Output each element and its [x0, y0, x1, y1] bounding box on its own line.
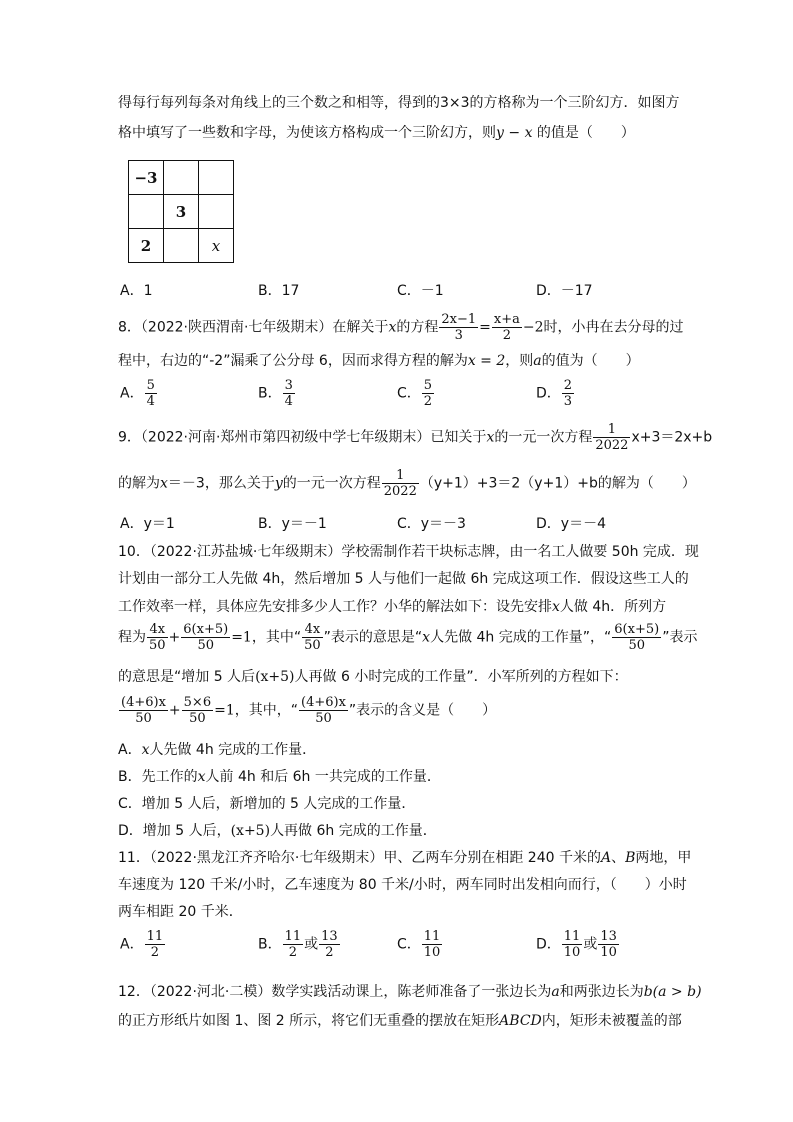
grid-cell	[129, 195, 164, 229]
fraction: $\frac{1}{2022}$	[383, 468, 417, 499]
grid-cell: −3	[129, 161, 164, 195]
grid-cell	[164, 229, 199, 263]
q10-option-a: A．x人先做 4h 完成的工作量．	[118, 742, 317, 758]
fraction: $\frac{5\times 6}{50}$	[183, 695, 212, 726]
q7-option-a: A．1	[120, 283, 153, 299]
grid-cell: x	[199, 229, 234, 263]
q12-stem-line1: 12．（2022·河北·二模）数学实践活动课上，陈老师准备了一张边长为a和两张边长为b(a > b)	[118, 984, 702, 1000]
fraction: $\frac{11}{2}$	[146, 929, 164, 960]
fraction: $\frac{5}{4}$	[146, 378, 155, 409]
q10-stem-line5: 的意思是“增加 5 人后(x+5)人再做 6 小时完成的工作量”．小军所列的方程如下：	[118, 669, 628, 685]
magic-square-grid	[128, 160, 234, 263]
fraction: $\frac{2}{3}$	[563, 378, 573, 409]
fraction: $\frac{13}{10}$	[600, 929, 617, 960]
q11-stem-line2: 车速度为 120 千米/小时，乙车速度为 80 千米/小时，两车同时出发相向而行，（ ）小时	[118, 877, 687, 893]
q11-stem-line1: 11．（2022·黑龙江齐齐哈尔·七年级期末）甲、乙两车分别在相距 240 千米的A、B两地，甲	[118, 850, 692, 866]
fraction: $\frac{6(x+5)}{50}$	[614, 622, 660, 653]
q8-option-a: A． $\frac{5}{4}$	[120, 378, 155, 409]
q11-option-b: B． $\frac{11}{2}$ 或 $\frac{13}{2}$	[258, 929, 338, 960]
fraction: $\frac{1}{2022}$	[595, 422, 629, 453]
fraction: $\frac{11}{2}$	[284, 929, 302, 960]
q12-stem-line2: 的正方形纸片如图 1、图 2 所示，将它们无重叠的摆放在矩形ABCD内，矩形未被覆盖的部	[118, 1013, 682, 1029]
q10-stem-line2: 计划由一部分工人先做 4h，然后增加 5 人与他们一起做 6h 完成这项工作．假设这些工人的	[118, 571, 689, 587]
grid-cell: 3	[164, 195, 199, 229]
fraction: $\frac{3}{4}$	[284, 378, 293, 409]
q8-stem-line2: 程中，右边的“-2”漏乘了公分母 6，因而求得方程的解为x = 2，则a的值为（ ）	[118, 353, 640, 369]
q9-option-a: A．y＝1	[120, 516, 175, 532]
q7-stem-line2: 格中填写了一些数和字母，为使该方格构成一个三阶幻方，则y − x 的值是（ ）	[118, 125, 635, 141]
q10-stem-line1: 10．（2022·江苏盐城·七年级期末）学校需制作若干块标志牌，由一名工人做要 50h 完成．现	[118, 544, 699, 560]
q10-option-b: B．先工作的x人前 4h 和后 6h 一共完成的工作量．	[118, 769, 441, 785]
fraction: $\frac{13}{2}$	[321, 929, 338, 960]
grid-cell	[164, 161, 199, 195]
q11-stem-line3: 两车相距 20 千米．	[118, 904, 243, 920]
q11-option-d: D． $\frac{11}{10}$ 或 $\frac{13}{10}$	[536, 929, 617, 960]
q7-option-d: D．－17	[536, 283, 593, 299]
fraction: $\frac{(4+6)x}{50}$	[301, 695, 346, 726]
fraction: $\frac{(4+6)x}{50}$	[121, 695, 166, 726]
q7-option-c: C．－1	[397, 283, 444, 299]
fraction: $\frac{2x-1}{3}$	[441, 312, 477, 343]
q8-option-d: D． $\frac{2}{3}$	[536, 378, 573, 409]
q9-stem-line2: 的解为x＝－3，那么关于y的一元一次方程 $\frac{1}{2022}$ （y+1）+3＝2（y+1）+b的解为（ ）	[118, 468, 696, 499]
q7-option-b: B．17	[258, 283, 300, 299]
q8-stem-line1: 8．（2022·陕西渭南·七年级期末）在解关于x的方程 $\frac{2x-1}{3}$ = $\frac{x+a}{2}$ −2时，小冉在去分母的过	[118, 312, 684, 343]
q10-stem-line4: 程为 $\frac{4x}{50}$ + $\frac{6(x+5)}{50}$ =1，其中“ $\frac{4x}{50}$ ”表示的意思是“x人先做 4h 完成的工作量”，“ $\frac{6(x+5)}{50}$ ”表示	[118, 622, 698, 653]
q9-stem-line1: 9．（2022·河南·郑州市第四初级中学七年级期末）已知关于x的一元一次方程 $\frac{1}{2022}$ x+3＝2x+b	[118, 422, 713, 453]
q7-stem-line1: 得每行每列每条对角线上的三个数之和相等，得到的3×3的方格称为一个三阶幻方．如图方	[118, 95, 680, 111]
q9-option-b: B．y＝－1	[258, 516, 327, 532]
q8-option-c: C． $\frac{5}{2}$	[397, 378, 433, 409]
q10-option-d: D．增加 5 人后，(x+5)人再做 6h 完成的工作量．	[118, 823, 437, 839]
grid-cell	[199, 195, 234, 229]
grid-cell: 2	[129, 229, 164, 263]
q9-option-c: C．y＝－3	[397, 516, 466, 532]
q11-option-a: A． $\frac{11}{2}$	[120, 929, 164, 960]
q10-stem-line6: $\frac{(4+6)x}{50}$ + $\frac{5\times 6}{50}$ =1，其中，“ $\frac{(4+6)x}{50}$ ”表示的含义是（ ）	[121, 695, 497, 726]
q10-option-c: C．增加 5 人后，新增加的 5 人完成的工作量．	[118, 796, 416, 812]
grid-cell	[199, 161, 234, 195]
fraction: $\frac{5}{2}$	[423, 378, 433, 409]
fraction: $\frac{11}{10}$	[563, 929, 581, 960]
fraction: $\frac{11}{10}$	[423, 929, 441, 960]
q10-stem-line3: 工作效率一样，具体应先安排多少人工作？小华的解法如下：设先安排x人做 4h．所列方	[118, 599, 667, 615]
fraction: $\frac{4x}{50}$	[304, 622, 321, 653]
q11-option-c: C． $\frac{11}{10}$	[397, 929, 441, 960]
fraction: $\frac{6(x+5)}{50}$	[183, 622, 229, 653]
q9-option-d: D．y＝－4	[536, 516, 606, 532]
fraction: $\frac{x+a}{2}$	[493, 312, 520, 343]
fraction: $\frac{4x}{50}$	[149, 622, 166, 653]
q8-option-b: B． $\frac{3}{4}$	[258, 378, 293, 409]
